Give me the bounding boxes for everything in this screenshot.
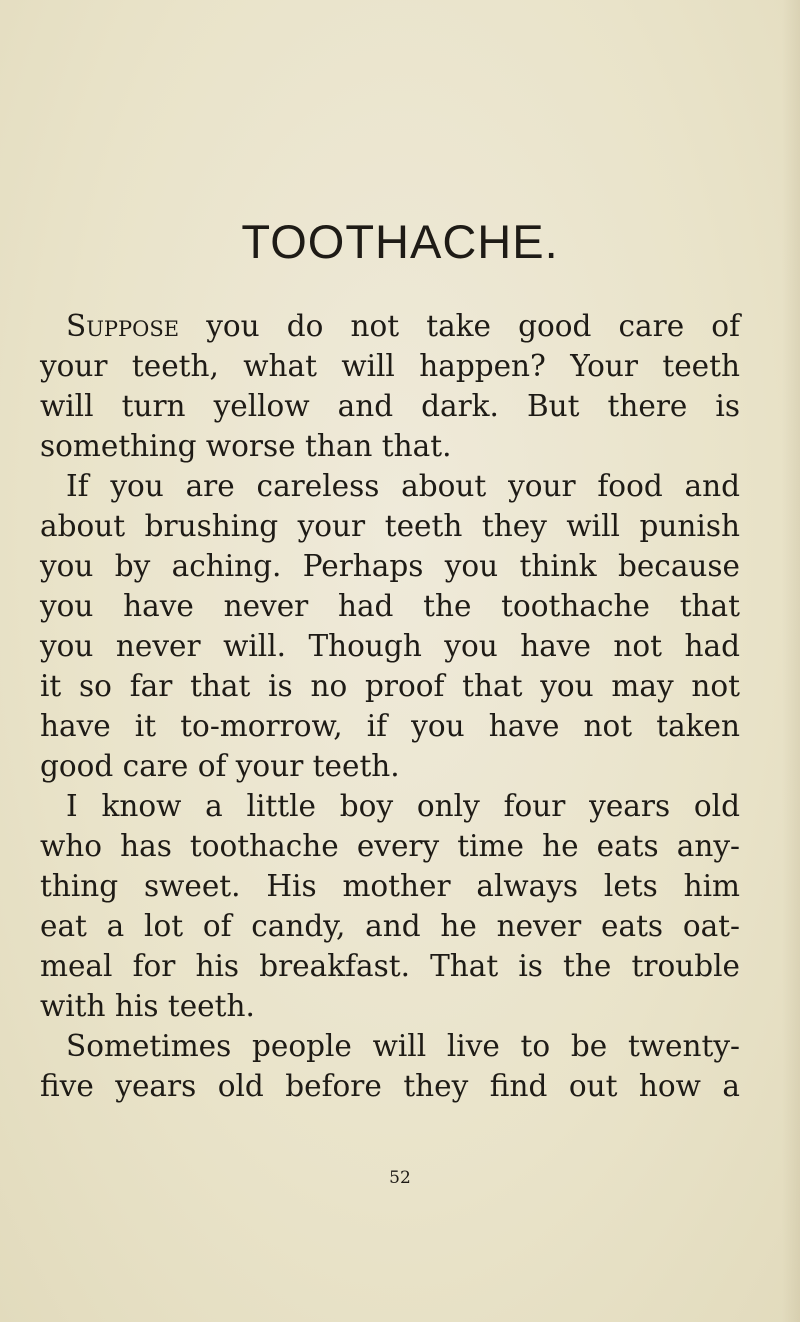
text-line: about brushing your teeth they will punish: [40, 509, 740, 543]
lead-word: Suppose: [66, 309, 180, 343]
text-line: [40, 306, 740, 346]
text-line: If you are careless about your food and: [66, 469, 740, 503]
paragraph: [40, 306, 740, 466]
text-line: it so far that is no proof that you may not: [40, 669, 740, 703]
text-line: you never will. Though you have not had: [40, 629, 740, 663]
text-line: I know a little boy only four years old: [66, 789, 740, 823]
paragraph: [40, 466, 740, 786]
page-edge-shadow: [782, 0, 800, 1322]
text-line: your teeth, what will happen? Your teeth: [40, 349, 740, 383]
text-line: you by aching. Perhaps you think because: [40, 549, 740, 583]
paragraph: [40, 786, 740, 1026]
page-title: TOOTHACHE.: [241, 215, 559, 268]
text-line: you have never had the toothache that: [40, 589, 740, 623]
text-line: something worse than that.: [40, 429, 452, 463]
text-line: good care of your teeth.: [40, 749, 400, 783]
text-line: thing sweet. His mother always lets him: [40, 869, 740, 903]
text-line: five years old before they find out how a: [40, 1069, 740, 1103]
text-line: who has toothache every time he eats any-: [40, 829, 740, 863]
text-line: Sometimes people will live to be twenty-: [66, 1029, 740, 1063]
line-text: you do not take good care of: [179, 309, 740, 343]
text-line: eat a lot of candy, and he never eats oat-: [40, 909, 740, 943]
text-line: will turn yellow and dark. But there is: [40, 389, 740, 423]
paragraph: [40, 1026, 740, 1106]
page-number: 52: [389, 1168, 411, 1188]
text-line: have it to-morrow, if you have not taken: [40, 709, 740, 743]
body-text: [40, 306, 740, 1106]
text-line: with his teeth.: [40, 989, 255, 1023]
text-line: meal for his breakfast. That is the trouble: [40, 949, 740, 983]
